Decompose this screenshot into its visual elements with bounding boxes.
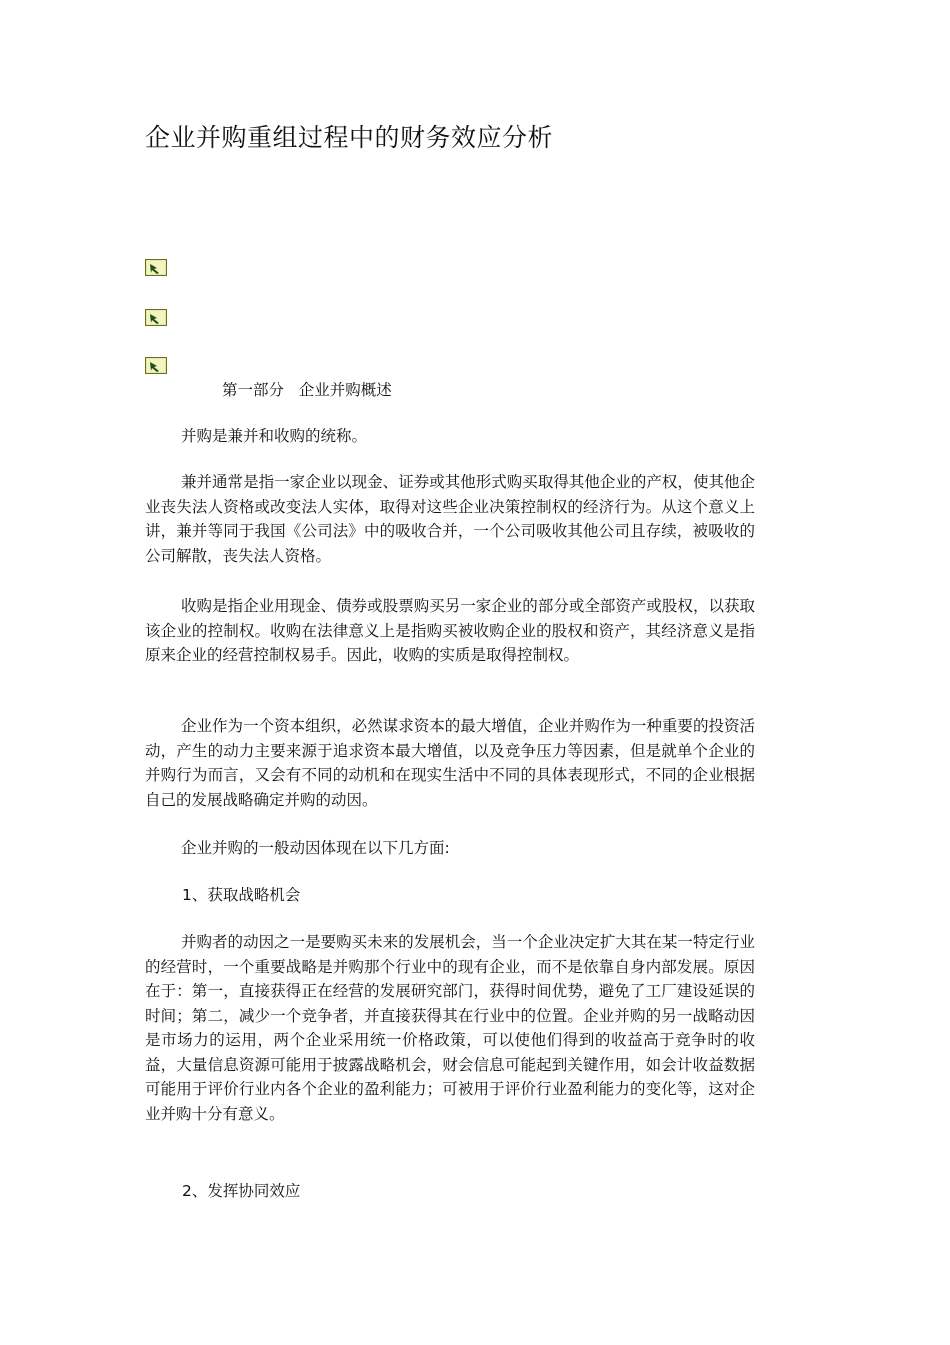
paragraph-text: 企业并购的一般动因体现在以下几方面: <box>181 839 450 857</box>
paragraph-text: 企业作为一个资本组织，必然谋求资本的最大增值，企业并购作为一种重要的投资活动，产生的动力主要来源于追求资本最大增值，以及竞争压力等因素，但是就单个企业的并购行为而言，又会有不同的动机和在现实生活中不同的具体表现形式，不同的企业根据自己的发展战略确定并购的动因。 <box>145 717 755 809</box>
paragraph <box>145 836 755 861</box>
paragraph <box>145 470 755 568</box>
paragraph <box>145 424 755 449</box>
paragraph <box>145 594 755 668</box>
section-heading: 第一部分 企业并购概述 <box>222 381 392 399</box>
arrow-doc-icon[interactable] <box>145 357 167 374</box>
paragraph <box>145 930 755 1126</box>
arrow-doc-icon[interactable] <box>145 309 167 326</box>
arrow-doc-icon[interactable] <box>145 259 167 276</box>
paragraph <box>145 714 755 812</box>
sub-heading: 1、获取战略机会 <box>182 886 301 904</box>
paragraph-text: 兼并通常是指一家企业以现金、证券或其他形式购买取得其他企业的产权，使其他企业丧失法人资格或改变法人实体，取得对这些企业决策控制权的经济行为。从这个意义上讲，兼并等同于我国《公司法》中的吸收合并，一个公司吸收其他公司且存续，被吸收的公司解散，丧失法人资格。 <box>145 473 755 565</box>
paragraph-text: 收购是指企业用现金、债券或股票购买另一家企业的部分或全部资产或股权，以获取该企业的控制权。收购在法律意义上是指购买被收购企业的股权和资产，其经济意义是指原来企业的经营控制权易手。因此，收购的实质是取得控制权。 <box>145 597 755 664</box>
paragraph-text: 并购者的动因之一是要购买未来的发展机会，当一个企业决定扩大其在某一特定行业的经营时，一个重要战略是并购那个行业中的现有企业，而不是依靠自身内部发展。原因在于：第一，直接获得正在经营的发展研究部门，获得时间优势，避免了工厂建设延误的时间；第二，减少一个竞争者，并直接获得其在行业中的位置。企业并购的另一战略动因是市场力的运用，两个企业采用统一价格政策，可以使他们得到的收益高于竞争时的收益，大量信息资源可能用于披露战略机会，财会信息可能起到关键作用，如会计收益数据可能用于评价行业内各个企业的盈利能力；可被用于评价行业盈利能力的变化等，这对企业并购十分有意义。 <box>145 933 755 1123</box>
paragraph-text: 并购是兼并和收购的统称。 <box>181 427 368 445</box>
document-title: 企业并购重组过程中的财务效应分析 <box>145 123 554 152</box>
sub-heading: 2、发挥协同效应 <box>182 1182 301 1200</box>
